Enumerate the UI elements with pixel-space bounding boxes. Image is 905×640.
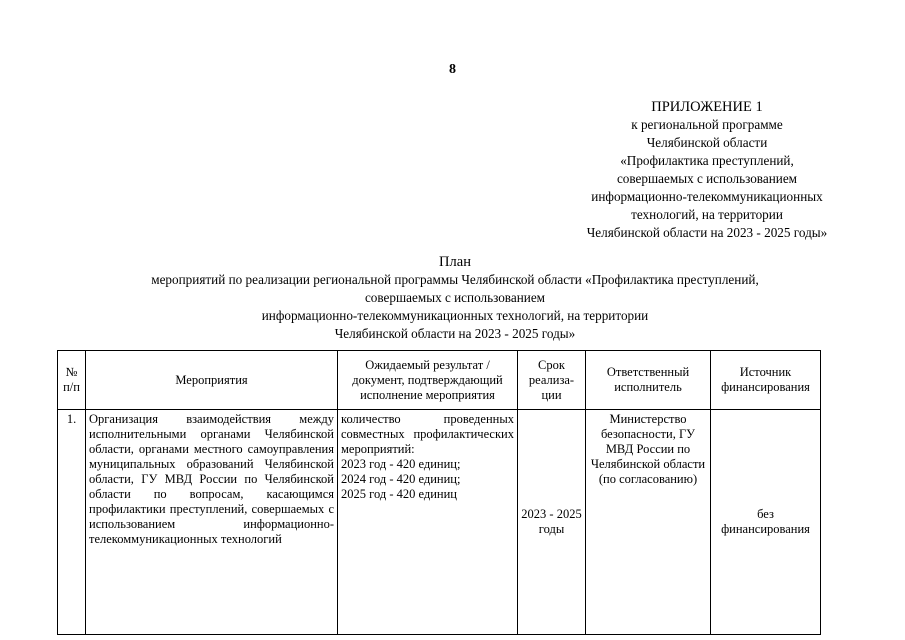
result-2025: 2025 год - 420 единиц [341, 487, 457, 501]
header-term: Срок реализа-ции [518, 351, 586, 410]
appendix-line: к региональной программе [631, 117, 783, 132]
row-result [338, 410, 518, 635]
header-num: № п/п [58, 351, 86, 410]
plan-line: совершаемых с использованием [364, 290, 546, 305]
plan-line: Челябинской области на 2023 - 2025 годы» [334, 326, 576, 341]
page-number: 8 [449, 62, 456, 77]
table-header-row [58, 351, 821, 410]
header-activity: Мероприятия [86, 351, 338, 410]
appendix-line: «Профилактика преступлений, [620, 153, 794, 168]
appendix-header [562, 98, 852, 242]
plan-line: информационно-телекоммуникационных технологий, на территории [261, 308, 649, 323]
appendix-line: технологий, на территории [631, 207, 783, 222]
plan-line: мероприятий по реализации региональной программы Челябинской области «Профилактика преступлений, [151, 272, 759, 287]
appendix-title: ПРИЛОЖЕНИЕ 1 [651, 99, 763, 115]
plan-title: План [439, 254, 471, 270]
appendix-line: информационно-телекоммуникационных [591, 189, 823, 204]
header-result: Ожидаемый результат / документ, подтверждающий исполнение мероприятия [338, 351, 518, 410]
table-row [58, 410, 821, 635]
result-2024: 2024 год - 420 единиц; [341, 472, 461, 486]
result-2023: 2023 год - 420 единиц; [341, 457, 461, 471]
events-table [57, 350, 821, 635]
header-responsible: Ответственный исполнитель [586, 351, 711, 410]
header-funding: Источник финансирования [711, 351, 821, 410]
row-term: 2023 - 2025 годы [518, 410, 586, 635]
appendix-line: Челябинской области на 2023 - 2025 годы» [586, 225, 828, 240]
result-intro: количество проведенных совместных профилактических мероприятий: [341, 412, 514, 456]
appendix-line: Челябинской области [646, 135, 768, 150]
row-num: 1. [58, 410, 86, 635]
appendix-line: совершаемых с использованием [616, 171, 798, 186]
row-activity: Организация взаимодействия между исполнительными органами Челябинской области, органами местного самоуправления муниципальных образований Челябинской области, ГУ МВД России по Челябинской области по вопросам, касающимся профилактики преступлений, совершаемых с использованием информационно-телекоммуникационных технологий [86, 410, 338, 635]
plan-heading [70, 253, 840, 343]
row-responsible: Министерство безопасности, ГУ МВД России по Челябинской области (по согласованию) [586, 410, 711, 635]
row-funding: без финансирования [711, 410, 821, 635]
